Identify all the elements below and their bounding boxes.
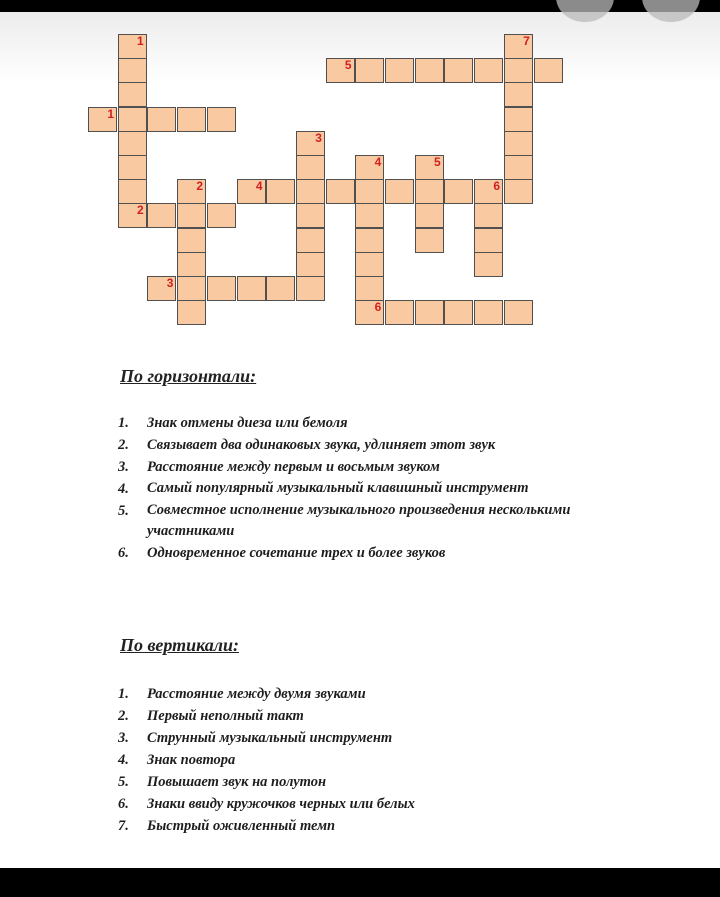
clue-start-number: 3: [166, 276, 174, 290]
clue-start-number: 6: [374, 300, 382, 315]
clue-number: 3.: [118, 730, 129, 746]
crossword-cell[interactable]: [296, 276, 325, 301]
crossword-cell[interactable]: [355, 179, 384, 204]
clue-text: Самый популярный музыкальный клавишный инструмент: [147, 480, 529, 496]
clue-item: [118, 542, 627, 564]
crossword-cell[interactable]: [355, 155, 384, 180]
clue-text: Знак отмены диеза или бемоля: [147, 415, 348, 431]
crossword-cell[interactable]: [504, 131, 533, 156]
clue-number: 5.: [118, 503, 129, 519]
clue-text: Связывает два одинаковых звука, удлиняет этот звук: [147, 437, 496, 453]
navigation-bar: [0, 868, 720, 897]
crossword-cell[interactable]: [355, 300, 384, 325]
crossword-cell[interactable]: [355, 228, 384, 253]
crossword-cell[interactable]: [355, 252, 384, 277]
clue-item: [118, 412, 627, 434]
crossword-cell[interactable]: [504, 34, 533, 59]
crossword-cell[interactable]: [326, 179, 355, 204]
clue-item: [118, 434, 627, 456]
clue-number: 4.: [118, 752, 129, 768]
clue-item: [118, 478, 627, 500]
crossword-cell[interactable]: [385, 179, 414, 204]
crossword-cell[interactable]: [177, 228, 206, 253]
crossword-cell[interactable]: [237, 179, 266, 204]
clue-text: Струнный музыкальный инструмент: [147, 730, 393, 746]
clue-start-number: 3: [315, 130, 322, 145]
crossword-cell[interactable]: [415, 203, 444, 228]
crossword-cell[interactable]: [444, 300, 473, 325]
clue-start-number: 4: [255, 179, 263, 194]
crossword-cell[interactable]: [385, 300, 414, 325]
clue-start-number: 5: [434, 155, 441, 169]
clue-text: Одновременное сочетание трех и более звуков: [147, 545, 446, 561]
crossword-cell[interactable]: [118, 155, 147, 180]
crossword-cell[interactable]: [266, 179, 295, 204]
crossword-cell[interactable]: [385, 58, 414, 83]
crossword-cell[interactable]: [504, 58, 533, 83]
clue-start-number: 7: [523, 34, 530, 48]
crossword-cell[interactable]: [237, 276, 266, 301]
crossword-cell[interactable]: [415, 228, 444, 253]
crossword-cell[interactable]: [177, 276, 206, 301]
crossword-cell[interactable]: [118, 179, 147, 204]
horizontal-heading: По горизонтали:: [120, 366, 257, 386]
clue-item: [118, 749, 627, 771]
crossword-cell[interactable]: [147, 107, 176, 132]
crossword-cell[interactable]: [296, 155, 325, 180]
crossword-cell[interactable]: [118, 131, 147, 156]
clue-number: 2.: [118, 437, 129, 453]
crossword-cell[interactable]: [355, 58, 384, 83]
crossword-cell[interactable]: [474, 179, 503, 204]
clue-number: 5.: [118, 774, 129, 790]
vertical-heading: По вертикали:: [120, 635, 240, 655]
crossword-cell[interactable]: [474, 252, 503, 277]
crossword-cell[interactable]: [207, 107, 236, 132]
clue-item: [118, 727, 627, 749]
crossword-cell[interactable]: [207, 276, 236, 301]
clue-text: Быстрый оживленный темп: [147, 818, 336, 834]
crossword-cell[interactable]: [326, 58, 355, 83]
clue-start-number: 4: [374, 155, 382, 169]
clue-number: 1.: [118, 686, 129, 702]
clue-start-number: 6: [493, 179, 501, 194]
crossword-cell[interactable]: [296, 179, 325, 204]
clue-text: Первый неполный такт: [147, 708, 304, 724]
clue-start-number: 1: [137, 34, 144, 48]
crossword-cell[interactable]: [177, 203, 206, 228]
crossword-cell[interactable]: [415, 300, 444, 325]
clue-start-number: 5: [344, 58, 352, 73]
crossword-cell[interactable]: [147, 276, 176, 301]
crossword-cell[interactable]: [534, 58, 563, 83]
crossword-cell[interactable]: [415, 58, 444, 83]
crossword-cell[interactable]: [147, 203, 176, 228]
crossword-cell[interactable]: [474, 300, 503, 325]
clue-start-number: 2: [196, 179, 204, 194]
crossword-cell[interactable]: [474, 203, 503, 228]
crossword-cell[interactable]: [88, 107, 117, 132]
clue-text: Расстояние между двумя звуками: [147, 686, 366, 702]
clue-start-number: 1: [107, 106, 114, 121]
clue-item: [118, 500, 627, 542]
clue-item: [118, 771, 627, 793]
clue-number: 1.: [118, 415, 129, 431]
crossword-cell[interactable]: [177, 252, 206, 277]
clue-number: 3.: [118, 459, 129, 475]
crossword-cell[interactable]: [474, 58, 503, 83]
crossword-cell[interactable]: [118, 82, 147, 107]
clue-item: [118, 815, 627, 837]
clue-text: Знаки ввиду кружочков черных или белых: [147, 796, 415, 812]
clue-item: [118, 456, 627, 478]
crossword-cell[interactable]: [504, 179, 533, 204]
crossword-cell[interactable]: [296, 252, 325, 277]
crossword-cell[interactable]: [296, 203, 325, 228]
crossword-cell[interactable]: [355, 203, 384, 228]
clue-text: Знак повтора: [147, 752, 236, 768]
crossword-cell[interactable]: [415, 155, 444, 180]
crossword-cell[interactable]: [444, 58, 473, 83]
crossword-cell[interactable]: [504, 82, 533, 107]
clue-number: 4.: [118, 481, 129, 497]
crossword-cell[interactable]: [296, 131, 325, 156]
clue-item: [118, 793, 627, 815]
clue-item: [118, 683, 627, 705]
crossword-cell[interactable]: [177, 179, 206, 204]
crossword-cell[interactable]: [118, 34, 147, 59]
crossword-cell[interactable]: [504, 300, 533, 325]
clue-item: [118, 705, 627, 727]
clue-number: 6.: [118, 796, 129, 812]
clue-start-number: 2: [137, 203, 144, 218]
crossword-cell[interactable]: [266, 276, 295, 301]
clue-number: 7.: [118, 818, 129, 834]
crossword-cell[interactable]: [296, 228, 325, 253]
crossword-cell[interactable]: [355, 276, 384, 301]
crossword-cell[interactable]: [207, 203, 236, 228]
horizontal-clue-list: [118, 412, 627, 564]
crossword-cell[interactable]: [177, 300, 206, 325]
crossword-cell[interactable]: [118, 107, 147, 132]
crossword-cell[interactable]: [444, 179, 473, 204]
vertical-clue-list: [118, 683, 627, 837]
crossword-cell[interactable]: [177, 107, 206, 132]
crossword-cell[interactable]: [474, 228, 503, 253]
clue-number: 2.: [118, 708, 129, 724]
crossword-cell[interactable]: [504, 107, 533, 132]
clue-text: Расстояние между первым и восьмым звуком: [147, 459, 440, 475]
clue-text: Совместное исполнение музыкального произведения несколькими участниками: [147, 502, 571, 539]
clue-number: 6.: [118, 545, 129, 561]
crossword-grid: [0, 0, 720, 340]
crossword-cell[interactable]: [504, 155, 533, 180]
crossword-cell[interactable]: [118, 58, 147, 83]
crossword-cell[interactable]: [118, 203, 147, 228]
crossword-cell[interactable]: [415, 179, 444, 204]
clue-text: Повышает звук на полутон: [147, 774, 327, 790]
